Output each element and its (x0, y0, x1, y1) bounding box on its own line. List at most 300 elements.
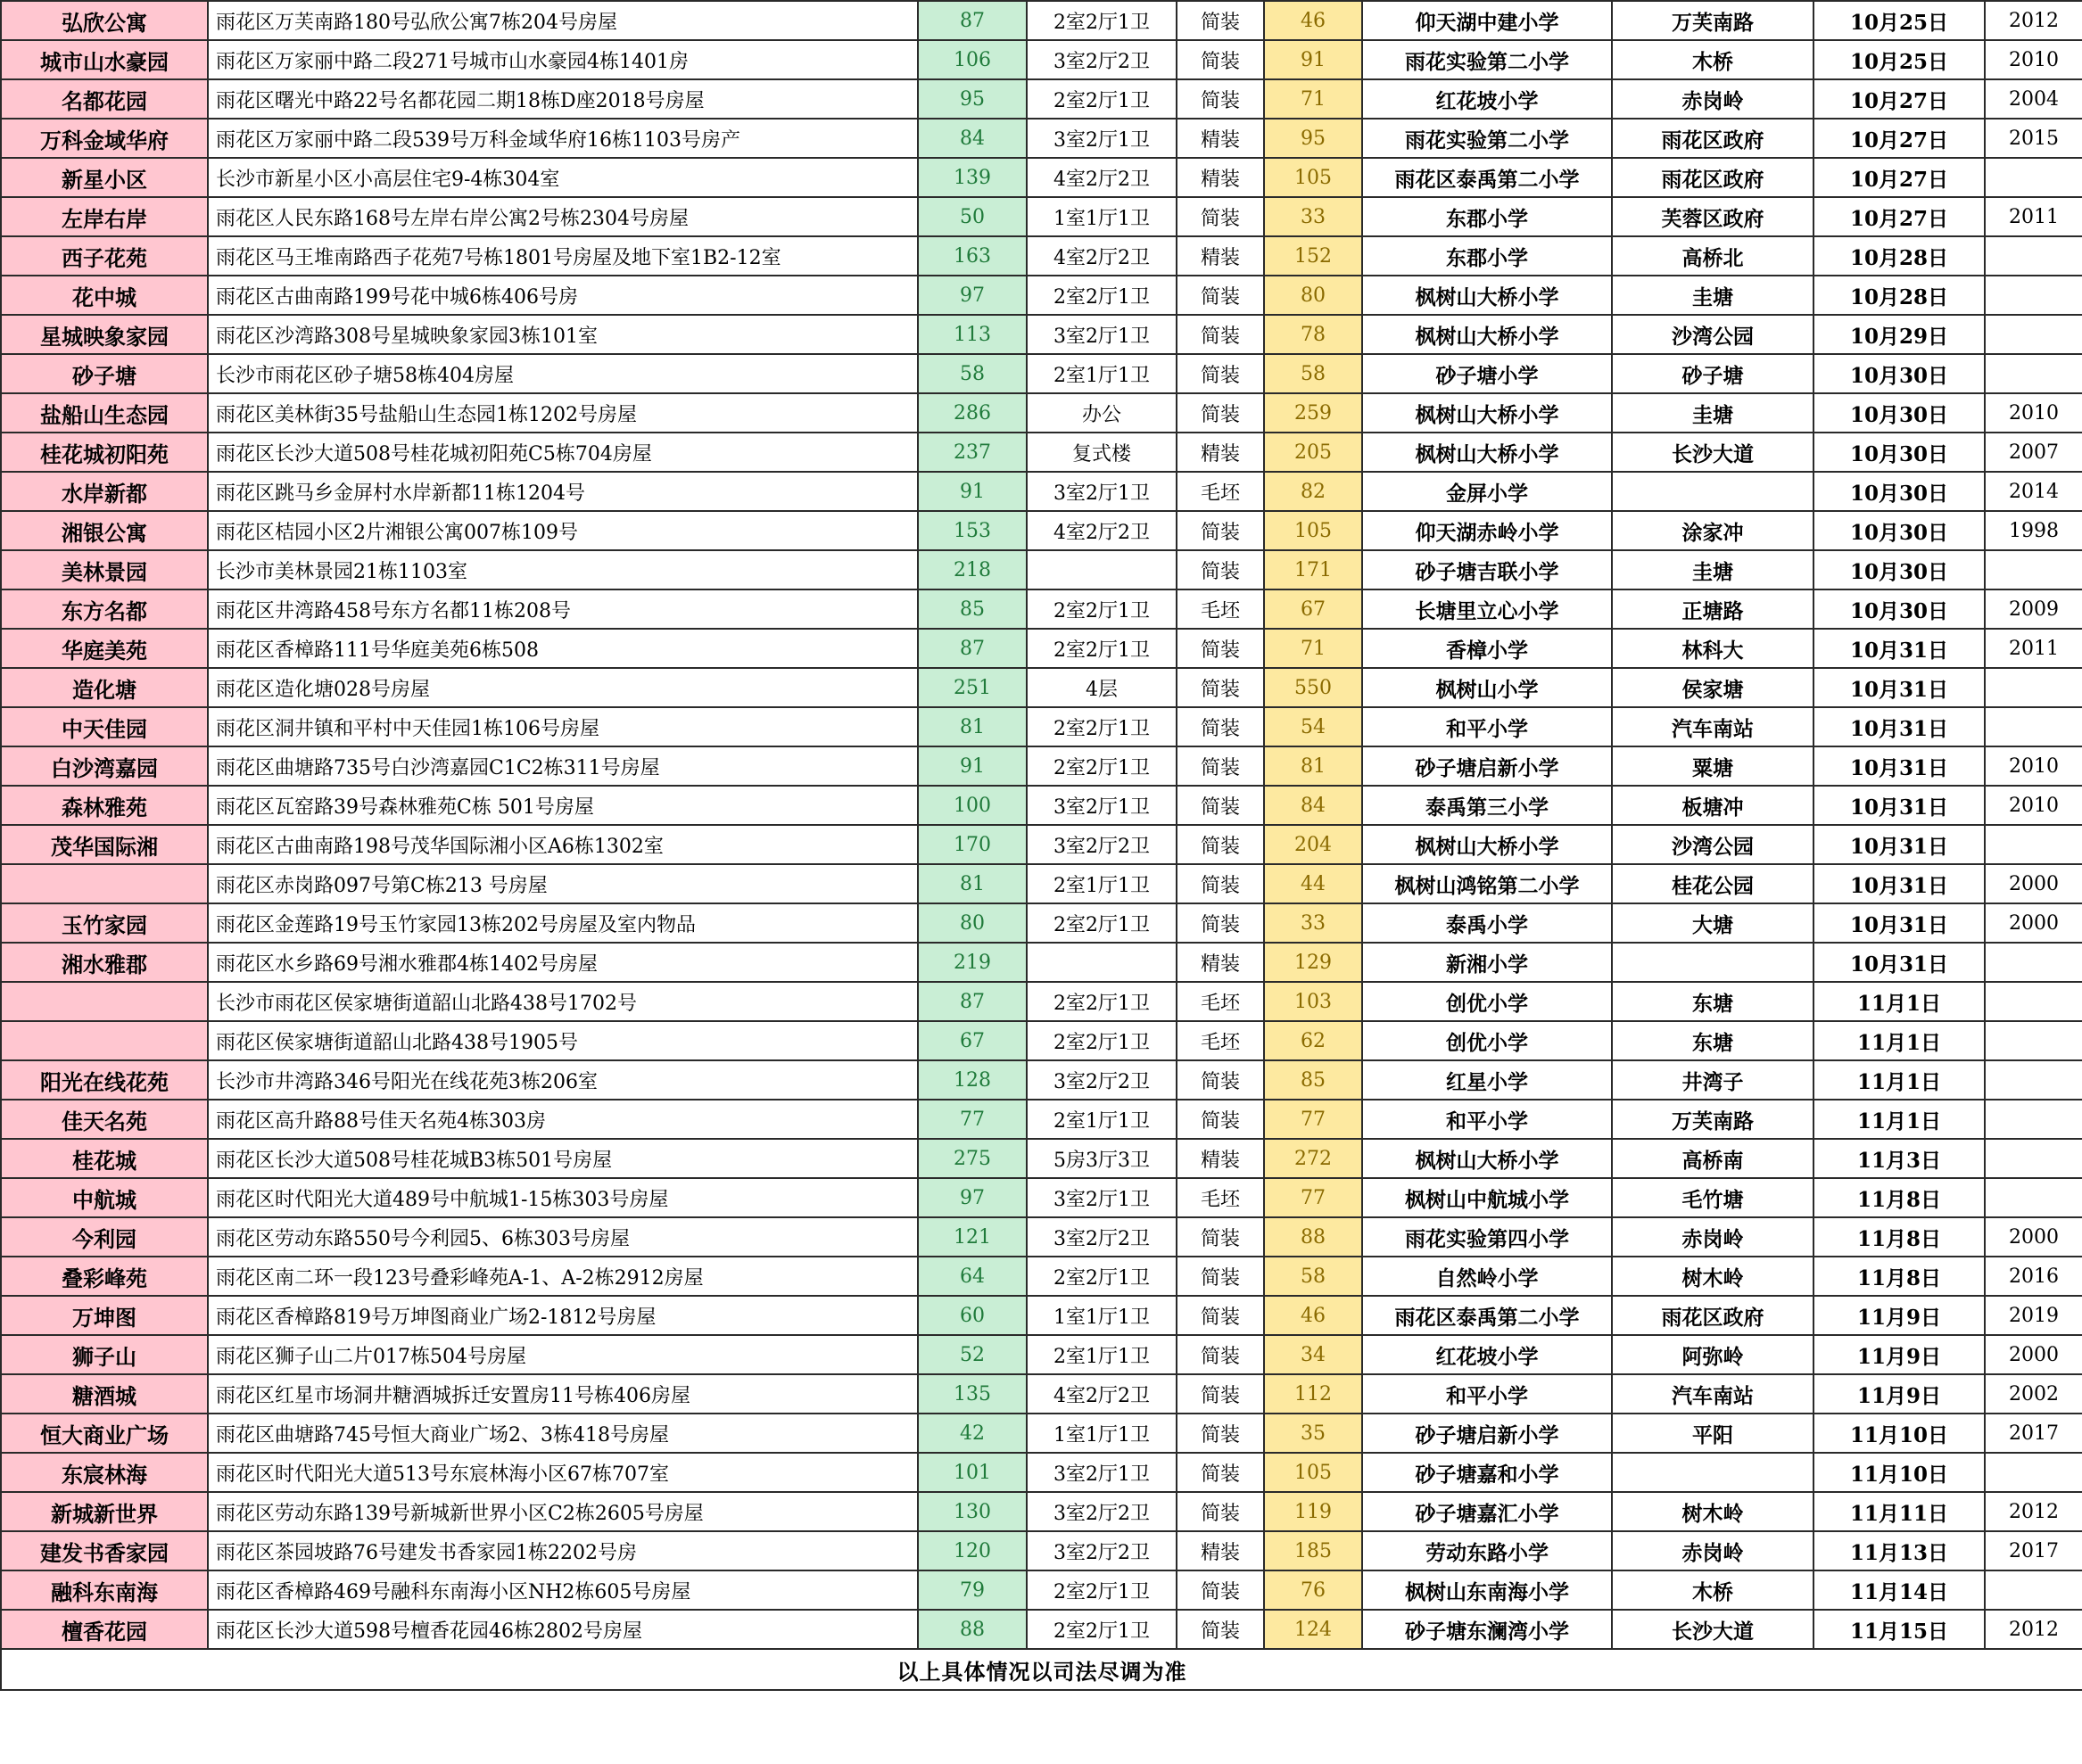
layout-cell: 4室2厅2卫 (1027, 1374, 1177, 1414)
date-cell: 11月10日 (1813, 1453, 1985, 1492)
property-name: 弘欣公寓 (1, 1, 208, 40)
school-cell: 枫树山大桥小学 (1362, 276, 1612, 315)
year-cell (1985, 315, 2082, 354)
date-cell: 10月30日 (1813, 472, 1985, 511)
layout-cell: 3室2厅2卫 (1027, 1531, 1177, 1570)
table-row (1, 1335, 2082, 1374)
layout-cell: 2室2厅1卫 (1027, 276, 1177, 315)
school-cell: 创优小学 (1362, 1021, 1612, 1060)
table-row (1, 1178, 2082, 1217)
property-name: 造化塘 (1, 668, 208, 707)
address-cell: 雨花区劳动东路550号今利园5、6栋303号房屋 (208, 1217, 918, 1257)
layout-cell: 1室1厅1卫 (1027, 1296, 1177, 1335)
area-cell: 286 (918, 393, 1027, 433)
layout-cell: 4室2厅2卫 (1027, 158, 1177, 197)
school-cell: 东郡小学 (1362, 197, 1612, 236)
date-cell: 10月28日 (1813, 236, 1985, 276)
property-name: 檀香花园 (1, 1610, 208, 1649)
price-cell: 105 (1264, 511, 1362, 550)
price-cell: 46 (1264, 1, 1362, 40)
layout-cell: 2室1厅1卫 (1027, 354, 1177, 393)
date-cell: 11月9日 (1813, 1296, 1985, 1335)
decoration-cell: 简装 (1177, 1296, 1264, 1335)
school-cell: 砂子塘启新小学 (1362, 1414, 1612, 1453)
area-cell: 135 (918, 1374, 1027, 1414)
decoration-cell: 简装 (1177, 668, 1264, 707)
address-cell: 雨花区洞井镇和平村中天佳园1栋106号房屋 (208, 707, 918, 746)
address-cell: 雨花区造化塘028号房屋 (208, 668, 918, 707)
nearby-cell: 林科大 (1612, 629, 1813, 668)
decoration-cell: 简装 (1177, 393, 1264, 433)
school-cell: 仰天湖赤岭小学 (1362, 511, 1612, 550)
table-row (1, 629, 2082, 668)
school-cell: 枫树山大桥小学 (1362, 1139, 1612, 1178)
school-cell: 雨花实验第二小学 (1362, 40, 1612, 79)
date-cell: 10月31日 (1813, 943, 1985, 982)
nearby-cell: 侯家塘 (1612, 668, 1813, 707)
year-cell: 2015 (1985, 119, 2082, 158)
address-cell: 雨花区茶园坡路76号建发书香家园1栋2202号房 (208, 1531, 918, 1570)
year-cell: 2017 (1985, 1414, 2082, 1453)
school-cell: 和平小学 (1362, 1100, 1612, 1139)
property-name: 糖酒城 (1, 1374, 208, 1414)
layout-cell: 办公 (1027, 393, 1177, 433)
date-cell: 10月30日 (1813, 354, 1985, 393)
address-cell: 雨花区曲塘路745号恒大商业广场2、3栋418号房屋 (208, 1414, 918, 1453)
date-cell: 11月10日 (1813, 1414, 1985, 1453)
table-row (1, 1257, 2082, 1296)
year-cell (1985, 354, 2082, 393)
address-cell: 雨花区马王堆南路西子花苑7号栋1801号房屋及地下室1B2-12室 (208, 236, 918, 276)
year-cell (1985, 1570, 2082, 1610)
address-cell: 雨花区瓦窑路39号森林雅苑C栋 501号房屋 (208, 786, 918, 825)
table-row (1, 393, 2082, 433)
address-cell: 雨花区狮子山二片017栋504号房屋 (208, 1335, 918, 1374)
price-cell: 124 (1264, 1610, 1362, 1649)
decoration-cell: 精装 (1177, 1139, 1264, 1178)
property-name: 东宸林海 (1, 1453, 208, 1492)
layout-cell: 2室2厅1卫 (1027, 1021, 1177, 1060)
address-cell: 雨花区长沙大道508号桂花城B3栋501号房屋 (208, 1139, 918, 1178)
date-cell: 11月9日 (1813, 1374, 1985, 1414)
table-row (1, 158, 2082, 197)
property-name (1, 1021, 208, 1060)
layout-cell: 2室2厅1卫 (1027, 79, 1177, 119)
layout-cell: 3室2厅1卫 (1027, 786, 1177, 825)
property-name: 湘水雅郡 (1, 943, 208, 982)
table-row (1, 1296, 2082, 1335)
nearby-cell (1612, 1453, 1813, 1492)
address-cell: 雨花区香樟路111号华庭美苑6栋508 (208, 629, 918, 668)
area-cell: 79 (918, 1570, 1027, 1610)
property-name: 茂华国际湘 (1, 825, 208, 864)
school-cell: 劳动东路小学 (1362, 1531, 1612, 1570)
nearby-cell: 赤岗岭 (1612, 1217, 1813, 1257)
year-cell (1985, 1178, 2082, 1217)
layout-cell: 2室2厅1卫 (1027, 746, 1177, 786)
property-name: 名都花园 (1, 79, 208, 119)
nearby-cell: 芙蓉区政府 (1612, 197, 1813, 236)
table-body (1, 1, 2082, 1690)
table-row (1, 1100, 2082, 1139)
year-cell: 2004 (1985, 79, 2082, 119)
table-row (1, 433, 2082, 472)
layout-cell: 3室2厅1卫 (1027, 1178, 1177, 1217)
layout-cell: 3室2厅2卫 (1027, 825, 1177, 864)
address-cell: 雨花区万家丽中路二段271号城市山水豪园4栋1401房 (208, 40, 918, 79)
decoration-cell: 简装 (1177, 315, 1264, 354)
address-cell: 雨花区香樟路469号融科东南海小区NH2栋605号房屋 (208, 1570, 918, 1610)
layout-cell: 5房3厅3卫 (1027, 1139, 1177, 1178)
footer-row (1, 1649, 2082, 1690)
area-cell: 85 (918, 589, 1027, 629)
decoration-cell: 简装 (1177, 903, 1264, 943)
year-cell (1985, 550, 2082, 589)
school-cell: 枫树山大桥小学 (1362, 825, 1612, 864)
nearby-cell: 木桥 (1612, 40, 1813, 79)
nearby-cell: 平阳 (1612, 1414, 1813, 1453)
decoration-cell: 简装 (1177, 276, 1264, 315)
price-cell: 204 (1264, 825, 1362, 864)
area-cell: 100 (918, 786, 1027, 825)
address-cell: 雨花区井湾路458号东方名都11栋208号 (208, 589, 918, 629)
table-row (1, 864, 2082, 903)
price-cell: 152 (1264, 236, 1362, 276)
table-row (1, 1414, 2082, 1453)
property-name: 叠彩峰苑 (1, 1257, 208, 1296)
area-cell: 113 (918, 315, 1027, 354)
property-name: 融科东南海 (1, 1570, 208, 1610)
school-cell: 创优小学 (1362, 982, 1612, 1021)
year-cell: 2000 (1985, 903, 2082, 943)
footer-note: 以上具体情况以司法尽调为准 (1, 1649, 2082, 1690)
year-cell: 2011 (1985, 629, 2082, 668)
school-cell: 砂子塘嘉汇小学 (1362, 1492, 1612, 1531)
date-cell: 10月31日 (1813, 864, 1985, 903)
price-cell: 84 (1264, 786, 1362, 825)
date-cell: 10月31日 (1813, 825, 1985, 864)
address-cell: 雨花区时代阳光大道489号中航城1-15栋303号房屋 (208, 1178, 918, 1217)
decoration-cell: 简装 (1177, 1335, 1264, 1374)
table-row (1, 1610, 2082, 1649)
decoration-cell: 精装 (1177, 236, 1264, 276)
address-cell: 雨花区劳动东路139号新城新世界小区C2栋2605号房屋 (208, 1492, 918, 1531)
property-name: 水岸新都 (1, 472, 208, 511)
year-cell: 2017 (1985, 1531, 2082, 1570)
property-name (1, 982, 208, 1021)
property-name: 森林雅苑 (1, 786, 208, 825)
area-cell: 91 (918, 746, 1027, 786)
date-cell: 11月3日 (1813, 1139, 1985, 1178)
year-cell: 2009 (1985, 589, 2082, 629)
price-cell: 76 (1264, 1570, 1362, 1610)
area-cell: 91 (918, 472, 1027, 511)
date-cell: 10月30日 (1813, 589, 1985, 629)
address-cell: 长沙市雨花区侯家塘街道韶山北路438号1702号 (208, 982, 918, 1021)
date-cell: 11月1日 (1813, 1021, 1985, 1060)
year-cell: 2000 (1985, 1217, 2082, 1257)
property-name: 桂花城 (1, 1139, 208, 1178)
table-row (1, 825, 2082, 864)
layout-cell: 2室1厅1卫 (1027, 864, 1177, 903)
school-cell: 泰禹第三小学 (1362, 786, 1612, 825)
address-cell: 雨花区古曲南路198号茂华国际湘小区A6栋1302室 (208, 825, 918, 864)
year-cell: 2011 (1985, 197, 2082, 236)
layout-cell (1027, 550, 1177, 589)
layout-cell: 4室2厅2卫 (1027, 236, 1177, 276)
property-name: 新城新世界 (1, 1492, 208, 1531)
nearby-cell: 圭塘 (1612, 393, 1813, 433)
address-cell: 雨花区美林街35号盐船山生态园1栋1202号房屋 (208, 393, 918, 433)
layout-cell: 1室1厅1卫 (1027, 197, 1177, 236)
year-cell: 2010 (1985, 746, 2082, 786)
property-name: 城市山水豪园 (1, 40, 208, 79)
school-cell: 枫树山大桥小学 (1362, 433, 1612, 472)
school-cell: 红星小学 (1362, 1060, 1612, 1100)
school-cell: 东郡小学 (1362, 236, 1612, 276)
layout-cell: 2室2厅1卫 (1027, 589, 1177, 629)
area-cell: 153 (918, 511, 1027, 550)
nearby-cell: 汽车南站 (1612, 707, 1813, 746)
date-cell: 10月29日 (1813, 315, 1985, 354)
year-cell (1985, 158, 2082, 197)
date-cell: 11月9日 (1813, 1335, 1985, 1374)
area-cell: 130 (918, 1492, 1027, 1531)
school-cell: 枫树山中航城小学 (1362, 1178, 1612, 1217)
layout-cell: 2室2厅1卫 (1027, 903, 1177, 943)
area-cell: 237 (918, 433, 1027, 472)
table-row (1, 315, 2082, 354)
date-cell: 11月8日 (1813, 1178, 1985, 1217)
nearby-cell: 井湾子 (1612, 1060, 1813, 1100)
year-cell (1985, 1453, 2082, 1492)
area-cell: 77 (918, 1100, 1027, 1139)
property-name: 美林景园 (1, 550, 208, 589)
decoration-cell: 简装 (1177, 511, 1264, 550)
date-cell: 10月30日 (1813, 433, 1985, 472)
property-name: 今利园 (1, 1217, 208, 1257)
nearby-cell: 桂花公园 (1612, 864, 1813, 903)
address-cell: 雨花区曲塘路735号白沙湾嘉园C1C2栋311号房屋 (208, 746, 918, 786)
layout-cell: 4室2厅2卫 (1027, 511, 1177, 550)
address-cell: 雨花区时代阳光大道513号东宸林海小区67栋707室 (208, 1453, 918, 1492)
property-name: 建发书香家园 (1, 1531, 208, 1570)
layout-cell: 2室1厅1卫 (1027, 1100, 1177, 1139)
decoration-cell: 精装 (1177, 1531, 1264, 1570)
year-cell: 2010 (1985, 40, 2082, 79)
address-cell: 雨花区水乡路69号湘水雅郡4栋1402号房屋 (208, 943, 918, 982)
address-cell: 雨花区长沙大道598号檀香花园46栋2802号房屋 (208, 1610, 918, 1649)
address-cell: 雨花区金莲路19号玉竹家园13栋202号房屋及室内物品 (208, 903, 918, 943)
area-cell: 81 (918, 864, 1027, 903)
nearby-cell: 东塘 (1612, 982, 1813, 1021)
decoration-cell: 简装 (1177, 354, 1264, 393)
year-cell (1985, 1021, 2082, 1060)
layout-cell: 2室2厅1卫 (1027, 707, 1177, 746)
nearby-cell: 树木岭 (1612, 1492, 1813, 1531)
table-row (1, 472, 2082, 511)
school-cell: 雨花区泰禹第二小学 (1362, 1296, 1612, 1335)
date-cell: 11月15日 (1813, 1610, 1985, 1649)
area-cell: 170 (918, 825, 1027, 864)
table-row (1, 982, 2082, 1021)
decoration-cell: 简装 (1177, 550, 1264, 589)
address-cell: 雨花区人民东路168号左岸右岸公寓2号栋2304号房屋 (208, 197, 918, 236)
decoration-cell: 简装 (1177, 786, 1264, 825)
layout-cell: 2室2厅1卫 (1027, 1, 1177, 40)
price-cell: 34 (1264, 1335, 1362, 1374)
area-cell: 67 (918, 1021, 1027, 1060)
nearby-cell: 雨花区政府 (1612, 158, 1813, 197)
nearby-cell: 圭塘 (1612, 550, 1813, 589)
year-cell: 2012 (1985, 1492, 2082, 1531)
price-cell: 77 (1264, 1178, 1362, 1217)
address-cell: 雨花区南二环一段123号叠彩峰苑A-1、A-2栋2912房屋 (208, 1257, 918, 1296)
address-cell: 雨花区古曲南路199号花中城6栋406号房 (208, 276, 918, 315)
area-cell: 88 (918, 1610, 1027, 1649)
nearby-cell: 雨花区政府 (1612, 119, 1813, 158)
area-cell: 50 (918, 197, 1027, 236)
decoration-cell: 精装 (1177, 119, 1264, 158)
date-cell: 11月1日 (1813, 1060, 1985, 1100)
decoration-cell: 简装 (1177, 1610, 1264, 1649)
area-cell: 101 (918, 1453, 1027, 1492)
address-cell: 雨花区跳马乡金屏村水岸新都11栋1204号 (208, 472, 918, 511)
decoration-cell: 简装 (1177, 1414, 1264, 1453)
table-row (1, 354, 2082, 393)
nearby-cell: 涂家冲 (1612, 511, 1813, 550)
area-cell: 97 (918, 276, 1027, 315)
area-cell: 81 (918, 707, 1027, 746)
nearby-cell: 沙湾公园 (1612, 825, 1813, 864)
year-cell: 2002 (1985, 1374, 2082, 1414)
decoration-cell: 简装 (1177, 864, 1264, 903)
area-cell: 251 (918, 668, 1027, 707)
table-row (1, 746, 2082, 786)
school-cell: 和平小学 (1362, 1374, 1612, 1414)
year-cell: 2016 (1985, 1257, 2082, 1296)
area-cell: 97 (918, 1178, 1027, 1217)
table-row (1, 1374, 2082, 1414)
table-row (1, 511, 2082, 550)
decoration-cell: 简装 (1177, 1100, 1264, 1139)
table-row (1, 1, 2082, 40)
price-cell: 33 (1264, 903, 1362, 943)
address-cell: 长沙市新星小区小高层住宅9-4栋304室 (208, 158, 918, 197)
price-cell: 58 (1264, 354, 1362, 393)
nearby-cell: 大塘 (1612, 903, 1813, 943)
school-cell: 砂子塘启新小学 (1362, 746, 1612, 786)
area-cell: 87 (918, 1, 1027, 40)
area-cell: 219 (918, 943, 1027, 982)
price-cell: 33 (1264, 197, 1362, 236)
table-row (1, 1021, 2082, 1060)
date-cell: 10月25日 (1813, 40, 1985, 79)
decoration-cell: 精装 (1177, 158, 1264, 197)
area-cell: 64 (918, 1257, 1027, 1296)
decoration-cell: 毛坯 (1177, 1178, 1264, 1217)
table-row (1, 197, 2082, 236)
nearby-cell: 万芙南路 (1612, 1, 1813, 40)
school-cell: 雨花区泰禹第二小学 (1362, 158, 1612, 197)
nearby-cell: 长沙大道 (1612, 1610, 1813, 1649)
nearby-cell: 高桥南 (1612, 1139, 1813, 1178)
school-cell: 雨花实验第二小学 (1362, 119, 1612, 158)
area-cell: 84 (918, 119, 1027, 158)
date-cell: 10月28日 (1813, 276, 1985, 315)
decoration-cell: 简装 (1177, 1257, 1264, 1296)
decoration-cell: 简装 (1177, 197, 1264, 236)
property-name: 新星小区 (1, 158, 208, 197)
price-cell: 85 (1264, 1060, 1362, 1100)
table-row (1, 903, 2082, 943)
year-cell (1985, 1060, 2082, 1100)
school-cell: 枫树山小学 (1362, 668, 1612, 707)
year-cell: 1998 (1985, 511, 2082, 550)
year-cell (1985, 1139, 2082, 1178)
decoration-cell: 毛坯 (1177, 589, 1264, 629)
property-name: 中航城 (1, 1178, 208, 1217)
address-cell: 长沙市美林景园21栋1103室 (208, 550, 918, 589)
date-cell: 11月8日 (1813, 1217, 1985, 1257)
nearby-cell: 板塘冲 (1612, 786, 1813, 825)
layout-cell: 2室2厅1卫 (1027, 1610, 1177, 1649)
table-row (1, 943, 2082, 982)
price-cell: 205 (1264, 433, 1362, 472)
decoration-cell: 简装 (1177, 746, 1264, 786)
table-row (1, 707, 2082, 746)
date-cell: 10月31日 (1813, 668, 1985, 707)
school-cell: 砂子塘东澜湾小学 (1362, 1610, 1612, 1649)
nearby-cell: 汽车南站 (1612, 1374, 1813, 1414)
layout-cell: 3室2厅2卫 (1027, 1492, 1177, 1531)
area-cell: 60 (918, 1296, 1027, 1335)
layout-cell (1027, 943, 1177, 982)
table-row (1, 79, 2082, 119)
table-row (1, 668, 2082, 707)
nearby-cell: 树木岭 (1612, 1257, 1813, 1296)
price-cell: 88 (1264, 1217, 1362, 1257)
school-cell: 砂子塘小学 (1362, 354, 1612, 393)
address-cell: 雨花区沙湾路308号星城映象家园3栋101室 (208, 315, 918, 354)
table-row (1, 119, 2082, 158)
price-cell: 35 (1264, 1414, 1362, 1453)
date-cell: 11月11日 (1813, 1492, 1985, 1531)
decoration-cell: 简装 (1177, 1492, 1264, 1531)
year-cell (1985, 1100, 2082, 1139)
decoration-cell: 简装 (1177, 1453, 1264, 1492)
school-cell: 砂子塘吉联小学 (1362, 550, 1612, 589)
school-cell: 枫树山大桥小学 (1362, 315, 1612, 354)
layout-cell: 复式楼 (1027, 433, 1177, 472)
date-cell: 10月30日 (1813, 550, 1985, 589)
area-cell: 87 (918, 982, 1027, 1021)
date-cell: 10月31日 (1813, 707, 1985, 746)
area-cell: 87 (918, 629, 1027, 668)
nearby-cell: 砂子塘 (1612, 354, 1813, 393)
decoration-cell: 毛坯 (1177, 1021, 1264, 1060)
date-cell: 10月27日 (1813, 119, 1985, 158)
price-cell: 82 (1264, 472, 1362, 511)
date-cell: 11月14日 (1813, 1570, 1985, 1610)
property-name: 万坤图 (1, 1296, 208, 1335)
area-cell: 128 (918, 1060, 1027, 1100)
year-cell: 2000 (1985, 864, 2082, 903)
date-cell: 10月31日 (1813, 786, 1985, 825)
table-row (1, 786, 2082, 825)
price-cell: 272 (1264, 1139, 1362, 1178)
year-cell: 2007 (1985, 433, 2082, 472)
